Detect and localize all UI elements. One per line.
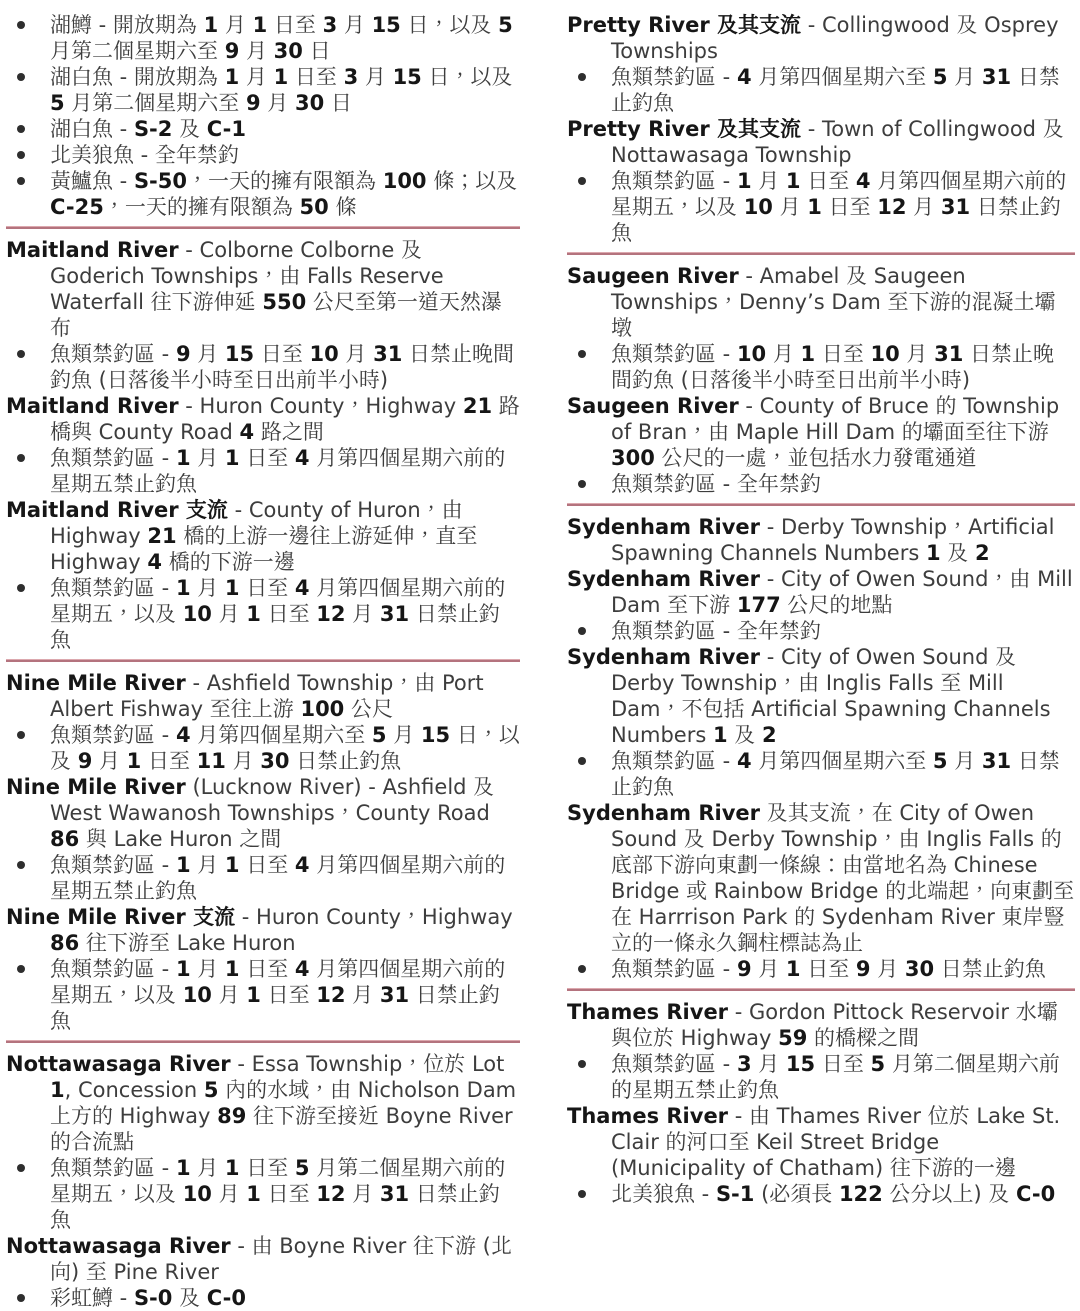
number: 30	[904, 957, 935, 981]
regulation-item	[567, 1051, 1075, 1103]
entry-text: 及其支流，在 City of Owen Sound 及 Derby Township，由 Inglis Falls 的底部下游向東劃一條線：由當地名為 Chinese Bridge 或 Rainbow Bridge 的北端起，向東劃至在 Harrrison Park 的 Sydenham River 東岸豎立的一條永久鋼柱標誌為止	[611, 801, 1075, 955]
number: 1	[175, 446, 191, 470]
bullet-icon	[17, 731, 25, 739]
item-text: 北美狼魚 - S-1 (必須長 122 公分以上) 及 C-0	[611, 1182, 1056, 1206]
number: 30	[260, 749, 290, 773]
number: 1	[175, 576, 191, 600]
river-entry	[567, 393, 1075, 471]
river-name: Nottawasaga River	[6, 1234, 231, 1258]
number: 5	[932, 65, 948, 89]
number: 300	[611, 446, 655, 470]
river-name: Maitland River	[6, 394, 179, 418]
number: 10	[870, 342, 900, 366]
number: 21	[147, 524, 177, 548]
section-divider	[567, 988, 1075, 991]
number: 50	[299, 195, 329, 219]
number: 10	[309, 342, 339, 366]
number: 31	[379, 602, 410, 626]
entry-text: (Lucknow River) - Ashfield 及 West Wawanosh Townships，County Road 86 與 Lake Huron 之間	[50, 775, 495, 851]
item-text: 魚類禁釣區 - 1 月 1 日至 5 月第二個星期六前的星期五，以及 10 月 1 日至 12 月 31 日禁止釣魚	[50, 1156, 506, 1232]
regulation-item	[6, 445, 520, 497]
number: 4	[294, 446, 310, 470]
number: 100	[382, 169, 427, 193]
entry-text: - Amabel 及 Saugeen Townships，Denny’s Dam 至下游的混凝土壩墩	[611, 264, 1056, 340]
entry-text: - Colborne Colborne 及 Goderich Townships，由 Falls Reserve Waterfall 往下游伸延 550 公尺至第一道天然瀑布	[50, 238, 502, 340]
number: 1	[224, 576, 240, 600]
item-text: 湖白魚 - S-2 及 C-1	[50, 117, 246, 141]
number: 12	[316, 983, 346, 1007]
regulation-item	[567, 168, 1075, 246]
item-text: 魚類禁釣區 - 1 月 1 日至 4 月第四個星期六前的星期五，以及 10 月 1 日至 12 月 31 日禁止釣魚	[611, 169, 1067, 245]
number: 1	[252, 13, 268, 37]
bullet-icon	[578, 1060, 586, 1068]
number: 1	[925, 541, 941, 565]
number: 1	[175, 853, 191, 877]
number: 31	[934, 342, 964, 366]
number: 1	[736, 169, 752, 193]
regulation-item	[6, 168, 520, 220]
regulation-item	[6, 142, 520, 168]
item-text: 魚類禁釣區 - 全年禁釣	[611, 472, 821, 496]
number: 1	[246, 602, 261, 626]
number: 21	[462, 394, 493, 418]
river-entry	[567, 263, 1075, 341]
number: 15	[420, 723, 451, 747]
number: 5	[932, 749, 948, 773]
river-name: Maitland River 支流	[6, 498, 228, 522]
bullet-icon	[578, 965, 586, 973]
number: 12	[877, 195, 907, 219]
number: 177	[736, 593, 781, 617]
number: 31	[373, 342, 403, 366]
river-entry	[567, 514, 1075, 566]
number: 1	[224, 957, 240, 981]
item-text: 魚類禁釣區 - 3 月 15 日至 5 月第二個星期六前的星期五禁止釣魚	[611, 1052, 1060, 1102]
entry-text: - County of Bruce 的 Township of Bran，由 Maple Hill Dam 的壩面至往下游 300 公尺的一處，並包括水力發電通道	[611, 394, 1060, 470]
number: 550	[262, 290, 307, 314]
regulation-item	[567, 618, 1075, 644]
entry-text: - Huron County，Highway 86 往下游至 Lake Huron	[50, 905, 513, 955]
number: 1	[126, 749, 142, 773]
number: 15	[371, 13, 401, 37]
number: 4	[294, 957, 310, 981]
number: 1	[800, 342, 816, 366]
river-name: Sydenham River	[567, 567, 761, 591]
bullet-icon	[17, 1164, 25, 1172]
number: 9	[175, 342, 191, 366]
item-text: 魚類禁釣區 - 10 月 1 日至 10 月 31 日禁止晚間釣魚 (日落後半小時至日出前半小時)	[611, 342, 1055, 392]
bullet-icon	[17, 454, 25, 462]
river-name: Nine Mile River 支流	[6, 905, 236, 929]
number: 30	[273, 39, 303, 63]
river-name: Nine Mile River	[6, 671, 186, 695]
entry-text: - Derby Township，Artificial Spawning Channels Numbers 1 及 2	[611, 515, 1055, 565]
number: C-25	[50, 195, 104, 219]
number: 1	[273, 65, 289, 89]
number: 9	[224, 39, 240, 63]
number: 3	[343, 65, 359, 89]
item-text: 魚類禁釣區 - 1 月 1 日至 4 月第四個星期六前的星期五禁止釣魚	[50, 446, 506, 496]
item-text: 彩虹鱒 - S-0 及 C-0	[50, 1286, 246, 1310]
number: 15	[392, 65, 422, 89]
item-text: 魚類禁釣區 - 4 月第四個星期六至 5 月 31 日禁止釣魚	[611, 749, 1060, 799]
river-name: Pretty River 及其支流	[567, 117, 802, 141]
number: 10	[743, 195, 773, 219]
number: 3	[322, 13, 338, 37]
bullet-icon	[17, 21, 25, 29]
number: 15	[224, 342, 255, 366]
item-text: 湖鱒 - 開放期為 1 月 1 日至 3 月 15 日，以及 5 月第二個星期六至 9 月 30 日	[50, 13, 513, 63]
river-name: Thames River	[567, 1000, 729, 1024]
bullet-icon	[17, 1294, 25, 1302]
bullet-icon	[17, 584, 25, 592]
number: 1	[712, 723, 728, 747]
number: 1	[224, 853, 240, 877]
bullet-icon	[17, 151, 25, 159]
number: 1	[175, 1156, 191, 1180]
number: 1	[224, 65, 240, 89]
river-entry	[567, 12, 1075, 64]
number: 122	[838, 1182, 883, 1206]
item-text: 魚類禁釣區 - 4 月第四個星期六至 5 月 31 日禁止釣魚	[611, 65, 1060, 115]
number: 4	[294, 853, 310, 877]
number: 86	[50, 827, 80, 851]
number: S-2	[133, 117, 173, 141]
item-text: 魚類禁釣區 - 4 月第四個星期六至 5 月 15 日，以及 9 月 1 日至 11 月 30 日禁止釣魚	[50, 723, 520, 773]
number: 100	[300, 697, 345, 721]
river-name: Nottawasaga River	[6, 1052, 231, 1076]
regulation-item	[6, 1285, 520, 1311]
regulation-item	[567, 956, 1075, 982]
number: 1	[175, 957, 191, 981]
number: 15	[785, 1052, 816, 1076]
river-name: Pretty River 及其支流	[567, 13, 802, 37]
river-entry	[6, 670, 520, 722]
section-divider	[6, 226, 520, 229]
number: 1	[50, 1078, 65, 1102]
number: 4	[855, 169, 871, 193]
number: 11	[196, 749, 226, 773]
river-name: Sydenham River	[567, 801, 761, 825]
bullet-icon	[17, 125, 25, 133]
river-name: Sydenham River	[567, 515, 761, 539]
number: 2	[761, 723, 777, 747]
entry-text: - City of Owen Sound，由 Mill Dam 至下游 177 公尺的地點	[611, 567, 1073, 617]
number: 5	[294, 1156, 310, 1180]
number: 10	[182, 602, 212, 626]
regulation-item	[6, 852, 520, 904]
bullet-icon	[17, 177, 25, 185]
section-divider	[567, 503, 1075, 506]
number: 31	[940, 195, 971, 219]
entry-text: - Essa Township，位於 Lot 1, Concession 5 內的水域，由 Nicholson Dam 上方的 Highway 89 往下游至接近 Boyne River 的合流點	[50, 1052, 517, 1154]
bullet-icon	[578, 73, 586, 81]
number: 9	[77, 749, 93, 773]
number: S-1	[715, 1182, 755, 1206]
number: 1	[224, 446, 240, 470]
regulation-item	[6, 64, 520, 116]
entry-text: - Town of Collingwood 及 Nottawasaga Township	[611, 117, 1064, 167]
item-text: 魚類禁釣區 - 1 月 1 日至 4 月第四個星期六前的星期五禁止釣魚	[50, 853, 506, 903]
item-text: 魚類禁釣區 - 1 月 1 日至 4 月第四個星期六前的星期五，以及 10 月 1 日至 12 月 31 日禁止釣魚	[50, 576, 506, 652]
river-name: Sydenham River	[567, 645, 761, 669]
number: 30	[294, 91, 325, 115]
number: 1	[807, 195, 822, 219]
bullet-icon	[17, 350, 25, 358]
entry-text: - County of Huron，由 Highway 21 橋的上游一邊往上游延伸，直至 Highway 4 橋的下游一邊	[50, 498, 478, 574]
number: S-50	[133, 169, 188, 193]
river-entry	[6, 393, 520, 445]
number: 10	[182, 1182, 212, 1206]
column-left	[6, 12, 520, 1311]
number: 5	[498, 13, 513, 37]
bullet-icon	[578, 480, 586, 488]
number: 4	[239, 420, 255, 444]
number: 1	[246, 983, 261, 1007]
number: 12	[316, 1182, 346, 1206]
number: 31	[981, 749, 1012, 773]
entry-text: - Gordon Pittock Reservoir 水壩與位於 Highway 59 的橋樑之間	[611, 1000, 1058, 1050]
number: 4	[736, 749, 752, 773]
number: 4	[175, 723, 191, 747]
entry-text: - 由 Thames River 位於 Lake St. Clair 的河口至 Keil Street Bridge (Municipality of Chatham) 往下游的一邊	[611, 1104, 1061, 1180]
entry-text: - Huron County，Highway 21 路橋與 County Road 4 路之間	[50, 394, 520, 444]
item-text: 湖白魚 - 開放期為 1 月 1 日至 3 月 15 日，以及 5 月第二個星期六至 9 月 30 日	[50, 65, 513, 115]
regulation-item	[567, 748, 1075, 800]
section-divider	[567, 252, 1075, 255]
entry-text: - 由 Boyne River 往下游 (北向) 至 Pine River	[50, 1234, 512, 1284]
number: 86	[50, 931, 80, 955]
regulation-item	[6, 575, 520, 653]
bullet-icon	[578, 350, 586, 358]
river-entry	[6, 1051, 520, 1155]
number: 10	[736, 342, 767, 366]
number: 1	[203, 13, 219, 37]
number: 89	[217, 1104, 247, 1128]
item-text: 魚類禁釣區 - 9 月 1 日至 9 月 30 日禁止釣魚	[611, 957, 1046, 981]
river-name: Nine Mile River	[6, 775, 186, 799]
number: 4	[294, 576, 310, 600]
number: 9	[245, 91, 261, 115]
item-text: 黃鱸魚 - S-50，一天的擁有限額為 100 條；以及 C-25，一天的擁有限額為 50 條	[50, 169, 518, 219]
number: C-0	[1016, 1182, 1056, 1206]
regulation-item	[567, 471, 1075, 497]
entry-text: - Collingwood 及 Osprey Townships	[611, 13, 1059, 63]
regulation-item	[567, 341, 1075, 393]
number: 3	[736, 1052, 752, 1076]
number: 31	[379, 983, 410, 1007]
regulation-item	[6, 722, 520, 774]
river-name: Saugeen River	[567, 264, 739, 288]
regulation-item	[6, 116, 520, 142]
river-entry	[567, 800, 1075, 956]
river-entry	[6, 497, 520, 575]
river-entry	[567, 566, 1075, 618]
section-divider	[6, 1040, 520, 1043]
number: 5	[50, 91, 65, 115]
regulation-item	[567, 64, 1075, 116]
number: 1	[246, 1182, 261, 1206]
river-entry	[6, 904, 520, 956]
entry-text: - City of Owen Sound 及 Derby Township，由 Inglis Falls 至 Mill Dam，不包括 Artificial Spawning Channels Numbers 1 及 2	[611, 645, 1051, 747]
column-right	[567, 12, 1075, 1311]
number: 4	[736, 65, 752, 89]
bullet-icon	[17, 965, 25, 973]
regulation-item	[6, 12, 520, 64]
number: C-1	[206, 117, 246, 141]
section-divider	[6, 659, 520, 662]
item-text: 魚類禁釣區 - 全年禁釣	[611, 619, 821, 643]
bullet-icon	[578, 757, 586, 765]
regulation-item	[6, 341, 520, 393]
regulation-item	[6, 956, 520, 1034]
entry-text: - Ashfield Township，由 Port Albert Fishway 至往上游 100 公尺	[50, 671, 484, 721]
river-entry	[567, 999, 1075, 1051]
number: 31	[379, 1182, 410, 1206]
river-entry	[6, 237, 520, 341]
river-entry	[567, 644, 1075, 748]
number: 5	[870, 1052, 886, 1076]
regulation-item	[6, 1155, 520, 1233]
number: 1	[224, 1156, 240, 1180]
item-text: 北美狼魚 - 全年禁釣	[50, 143, 239, 167]
number: S-0	[133, 1286, 173, 1310]
number: 5	[371, 723, 387, 747]
number: 1	[785, 169, 801, 193]
number: 9	[855, 957, 871, 981]
number: C-0	[206, 1286, 246, 1310]
bullet-icon	[578, 627, 586, 635]
river-entry	[567, 1103, 1075, 1181]
number: 12	[316, 602, 346, 626]
number: 5	[203, 1078, 219, 1102]
number: 4	[147, 550, 163, 574]
river-name: Saugeen River	[567, 394, 739, 418]
river-entry	[567, 116, 1075, 168]
item-text: 魚類禁釣區 - 1 月 1 日至 4 月第四個星期六前的星期五，以及 10 月 1 日至 12 月 31 日禁止釣魚	[50, 957, 506, 1033]
river-name: Thames River	[567, 1104, 729, 1128]
number: 9	[736, 957, 752, 981]
number: 2	[974, 541, 990, 565]
bullet-icon	[578, 1190, 586, 1198]
number: 1	[785, 957, 801, 981]
item-text: 魚類禁釣區 - 9 月 15 日至 10 月 31 日禁止晚間釣魚 (日落後半小時至日出前半小時)	[50, 342, 515, 392]
river-entry	[6, 1233, 520, 1285]
number: 10	[182, 983, 212, 1007]
river-entry	[6, 774, 520, 852]
bullet-icon	[17, 861, 25, 869]
bullet-icon	[17, 73, 25, 81]
bullet-icon	[578, 177, 586, 185]
number: 31	[981, 65, 1012, 89]
number: 59	[778, 1026, 808, 1050]
river-name: Maitland River	[6, 238, 179, 262]
regulation-item	[567, 1181, 1075, 1207]
